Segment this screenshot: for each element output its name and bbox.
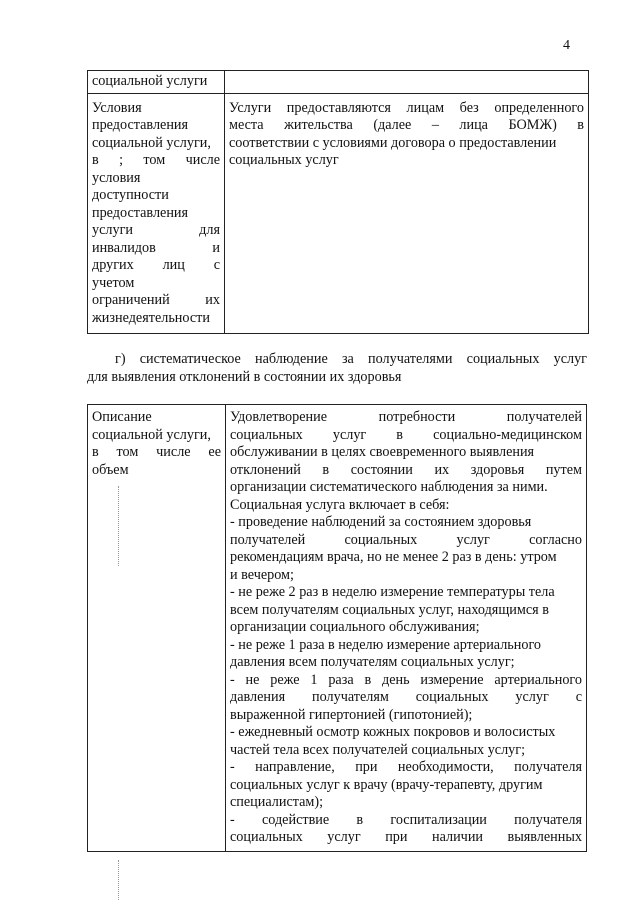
- value-line: - проведение наблюдений за состоянием здоровья: [230, 514, 532, 530]
- value-line: места жительства (далее – лица БОМЖ) в: [229, 117, 584, 133]
- label-line: инвалидов и: [92, 239, 220, 256]
- conditions-label: [88, 93, 225, 334]
- value-line: социальных услуг: [229, 152, 339, 168]
- label-line: объем: [92, 461, 129, 478]
- label-line: доступности: [92, 187, 169, 203]
- value-line: и вечером;: [230, 566, 294, 583]
- table-row: [88, 405, 587, 852]
- value-line: организации социального обслуживания;: [230, 619, 480, 635]
- value-line: Услуги предоставляются лицам без определенного: [229, 99, 584, 116]
- value-line: - не реже 1 раза в день измерение артериального: [230, 671, 582, 688]
- value-line: - направление, при необходимости, получателя: [230, 759, 582, 775]
- value-line: отклонений в состоянии их здоровья путем: [230, 461, 582, 478]
- label-line: предоставления: [92, 204, 189, 221]
- conditions-value: [225, 93, 589, 334]
- value-line: - содействие в госпитализации получателя: [230, 811, 582, 828]
- scan-artifact: [118, 860, 120, 900]
- value-line: выраженной гипертонией (гипотонией);: [230, 706, 473, 723]
- label-line: социальной услуги,: [92, 134, 211, 151]
- value-line: рекомендациям врача, но не менее 2 раз в день: утром: [230, 549, 557, 565]
- section-heading: [87, 350, 587, 386]
- service-description-table: [87, 404, 587, 852]
- value-line: соответствии с условиями договора о предоставлении: [229, 134, 557, 151]
- value-line: социальных услуг к врачу (врачу-терапевту, другим: [230, 776, 543, 793]
- scan-artifact: [118, 486, 120, 566]
- label-line: жизнедеятельности: [92, 309, 210, 326]
- description-label: [88, 405, 226, 852]
- value-line: специалистам);: [230, 794, 324, 810]
- conditions-table: [87, 70, 589, 334]
- value-line: - не реже 2 раз в неделю измерение температуры тела: [230, 584, 555, 600]
- value-line: социальных услуг в социально-медицинском: [230, 426, 582, 443]
- value-line: давления получателям социальных услуг с: [230, 689, 582, 705]
- value-line: всем получателям социальных услуг, находящимся в: [230, 601, 549, 618]
- table-row: [88, 71, 589, 94]
- value-line: Удовлетворение потребности получателей: [230, 409, 582, 425]
- value-line: давления всем получателям социальных услуг;: [230, 654, 515, 670]
- description-value: [226, 405, 587, 852]
- label-line: услуги для: [92, 222, 220, 238]
- label-line: в ; том числе: [92, 152, 220, 168]
- table-row: [88, 93, 589, 334]
- label-line: условия: [92, 169, 141, 186]
- label-line: других лиц с: [92, 257, 220, 273]
- value-line: организации систематического наблюдения за ними.: [230, 479, 548, 495]
- heading-line: для выявления отклонений в состоянии их здоровья: [87, 369, 402, 385]
- value-line: получателей социальных услуг согласно: [230, 531, 582, 548]
- value-line: Социальная услуга включает в себя:: [230, 496, 450, 513]
- label-line: ограничений их: [92, 292, 220, 308]
- row-value: [225, 71, 589, 94]
- label-line: Описание: [92, 409, 152, 425]
- row-label: социальной услуги: [88, 71, 225, 94]
- page-number: 4: [563, 38, 570, 53]
- heading-line: г) систематическое наблюдение за получателями социальных услуг: [115, 351, 587, 367]
- label-line: учетом: [92, 274, 135, 291]
- value-line: - не реже 1 раза в неделю измерение артериального: [230, 636, 542, 653]
- value-line: обслуживании в целях своевременного выявления: [230, 444, 535, 460]
- label-line: предоставления: [92, 117, 189, 133]
- label-line: в том числе ее: [92, 444, 221, 460]
- label-line: социальной услуги,: [92, 426, 211, 443]
- value-line: - ежедневный осмотр кожных покровов и волосистых: [230, 724, 556, 740]
- value-line: частей тела всех получателей социальных услуг;: [230, 741, 526, 758]
- label-line: Условия: [92, 99, 142, 116]
- value-line: социальных услуг при наличии выявленных: [230, 829, 582, 845]
